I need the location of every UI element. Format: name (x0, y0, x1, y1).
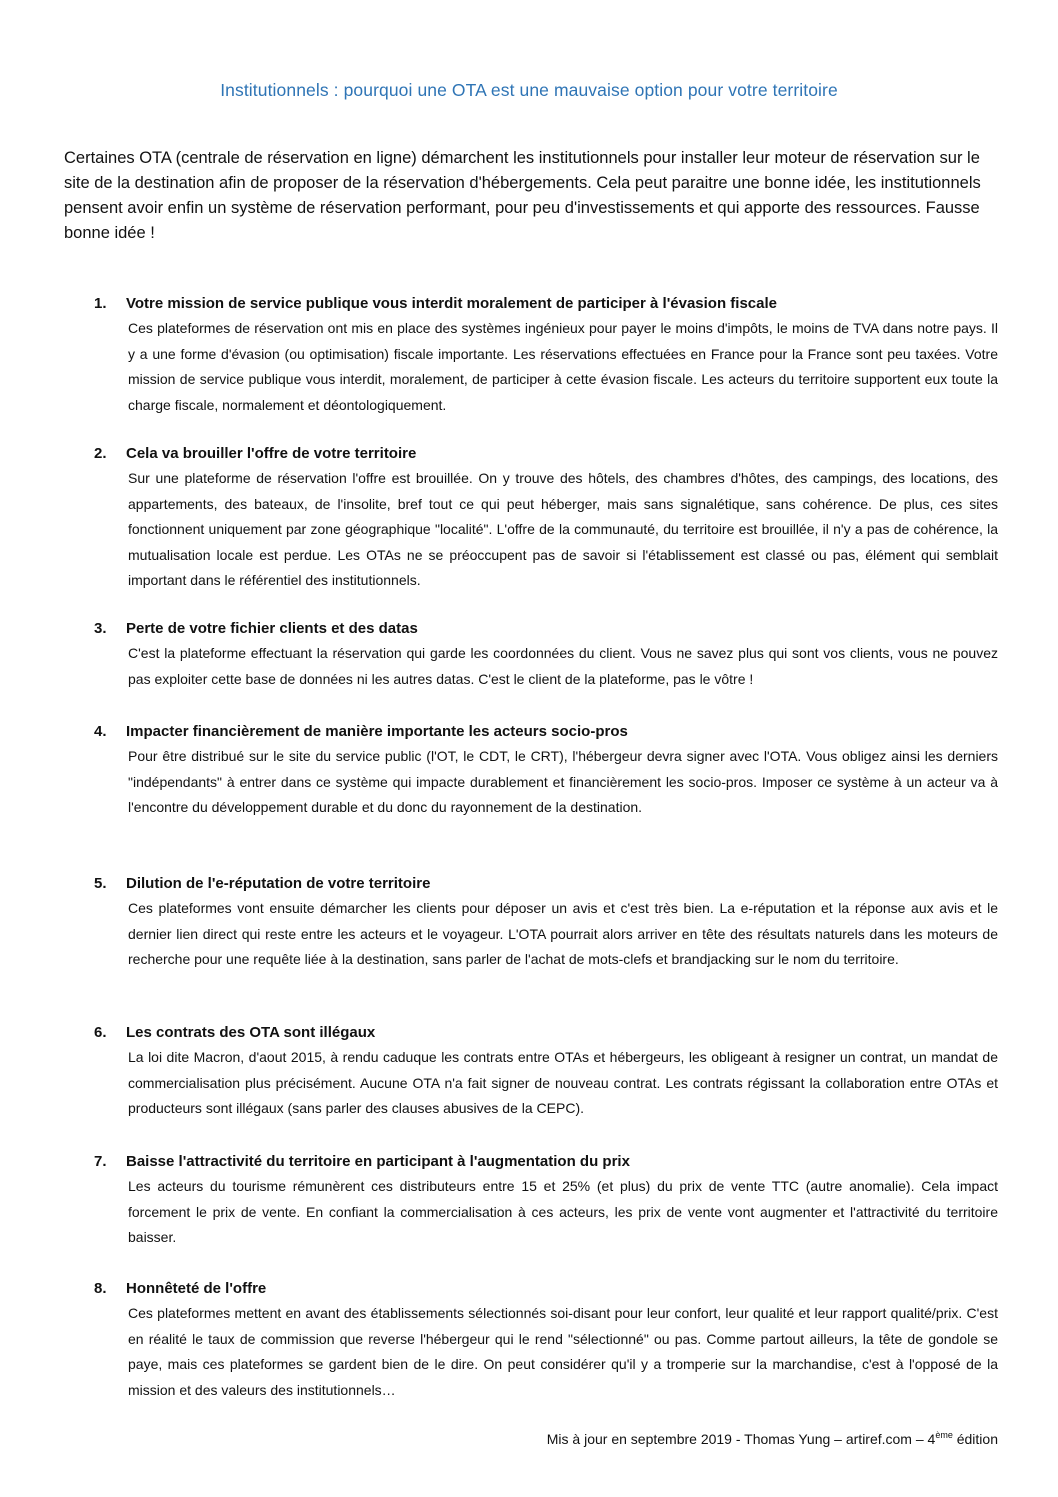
item-number: 8. (94, 1280, 107, 1297)
item-heading: Baisse l'attractivité du territoire en participant à l'augmentation du prix (126, 1153, 630, 1170)
item-heading: Dilution de l'e-réputation de votre territoire (126, 875, 431, 892)
intro-paragraph: Certaines OTA (centrale de réservation en ligne) démarchent les institutionnels pour installer leur moteur de réservation sur le site de la destination afin de proposer de la réservation d'hébergements. Cela peut paraitre une bonne idée, les institutionnels pensent avoir enfin un système de réservation performant, pour peu d'investissements et qui apporte des ressources. Fausse bonne idée ! (64, 149, 981, 242)
page-footer (400, 1426, 998, 1448)
item-number: 6. (94, 1024, 107, 1041)
item-heading: Honnêteté de l'offre (126, 1280, 267, 1297)
item-number: 4. (94, 723, 107, 740)
item-number: 2. (94, 445, 107, 462)
item-body: Ces plateformes vont ensuite démarcher les clients pour déposer un avis et c'est très bien. La e-réputation et la réponse aux avis et le dernier lien direct qui reste entre les acteurs et le voyageur. L'OTA pourrait alors arriver en tête des résultats naturels dans les moteurs de recherche pour une requête liée à la destination, sans parler de l'achat de mots-clefs et brandjacking sur le nom du territoire. (128, 900, 998, 967)
item-body: Sur une plateforme de réservation l'offre est brouillée. On y trouve des hôtels, des chambres d'hôtes, des campings, des locations, des appartements, des bateaux, de l'insolite, bref tout ce qui peut héberger, mais sans signalétique, sans cohérence. De plus, ces sites fonctionnent uniquement par zone géographique "localité". L'offre de la communauté, du territoire est brouillée, il n'y a pas de cohérence, la mutualisation locale est perdue. Les OTAs ne se préoccupent pas de savoir si l'établissement est classé ou pas, élément qui semblait important dans le référentiel des institutionnels. (128, 470, 998, 588)
footer-suffix: édition (952, 1431, 998, 1447)
item-body: La loi dite Macron, d'aout 2015, à rendu caduque les contrats entre OTAs et hébergeurs, les obligeant à resigner un contrat, un mandat de commercialisation plus précisément. Aucune OTA n'a fait signer de nouveau contrat. Les contrats régissant la collaboration entre OTAs et producteurs sont illégaux (sans parler des clauses abusives de la CEPC). (128, 1049, 998, 1116)
item-number: 7. (94, 1153, 107, 1170)
item-number: 3. (94, 620, 107, 637)
item-number: 5. (94, 875, 107, 892)
item-body: Pour être distribué sur le site du service public (l'OT, le CDT, le CRT), l'hébergeur devra signer avec l'OTA. Vous obligez ainsi les derniers "indépendants" à entrer dans ce système qui impacte durablement et financièrement les socio-pros. Imposer ce système à un acteur va à l'encontre du développement durable et du donc du rayonnement de la destination. (128, 748, 998, 815)
item-body: C'est la plateforme effectuant la réservation qui garde les coordonnées du client. Vous ne savez plus qui sont vos clients, vous ne pouvez pas exploiter cette base de données ni les autres datas. C'est le client de la plateforme, pas le vôtre ! (128, 645, 998, 687)
item-heading: Votre mission de service publique vous interdit moralement de participer à l'évasion fiscale (126, 295, 777, 312)
item-body: Ces plateformes de réservation ont mis en place des systèmes ingénieux pour payer le moins d'impôts, le moins de TVA dans notre pays. Il y a une forme d'évasion (ou optimisation) fiscale importante. Les réservations effectuées en France pour la France sont peu taxées. Votre mission de service publique vous interdit, moralement, de participer à cette évasion fiscale. Les acteurs du territoire supportent eux toute la charge fiscale, normalement et déontologiquement. (128, 320, 998, 413)
item-heading: Cela va brouiller l'offre de votre territoire (126, 445, 417, 462)
item-number: 1. (94, 295, 107, 312)
item-heading: Les contrats des OTA sont illégaux (126, 1024, 376, 1041)
footer-superscript: ème (935, 1430, 953, 1440)
item-body: Les acteurs du tourisme rémunèrent ces distributeurs entre 15 et 25% (et plus) du prix de vente TTC (autre anomalie). Cela impact forcement le prix de vente. En confiant la commercialisation à ces acteurs, les prix de vente vont augmenter et l'attractivité du territoire baisser. (128, 1178, 998, 1245)
item-heading: Impacter financièrement de manière importante les acteurs socio-pros (126, 723, 628, 740)
document-title: Institutionnels : pourquoi une OTA est une mauvaise option pour votre territoire (220, 80, 838, 100)
footer-text: Mis à jour en septembre 2019 - Thomas Yung – artiref.com – 4 (546, 1431, 936, 1447)
item-body: Ces plateformes mettent en avant des établissements sélectionnés soi-disant pour leur confort, leur qualité et leur rapport qualité/prix. C'est en réalité le taux de commission que reverse l'hébergeur qui le rend "sélectionné" ou pas. Comme partout ailleurs, la tête de gondole se paye, mais ces plateformes se gardent bien de le dire. On peut considérer qu'il y a tromperie sur la marchandise, c'est à l'opposé de la mission et des valeurs des institutionnels… (128, 1305, 998, 1398)
item-heading: Perte de votre fichier clients et des datas (126, 620, 418, 637)
